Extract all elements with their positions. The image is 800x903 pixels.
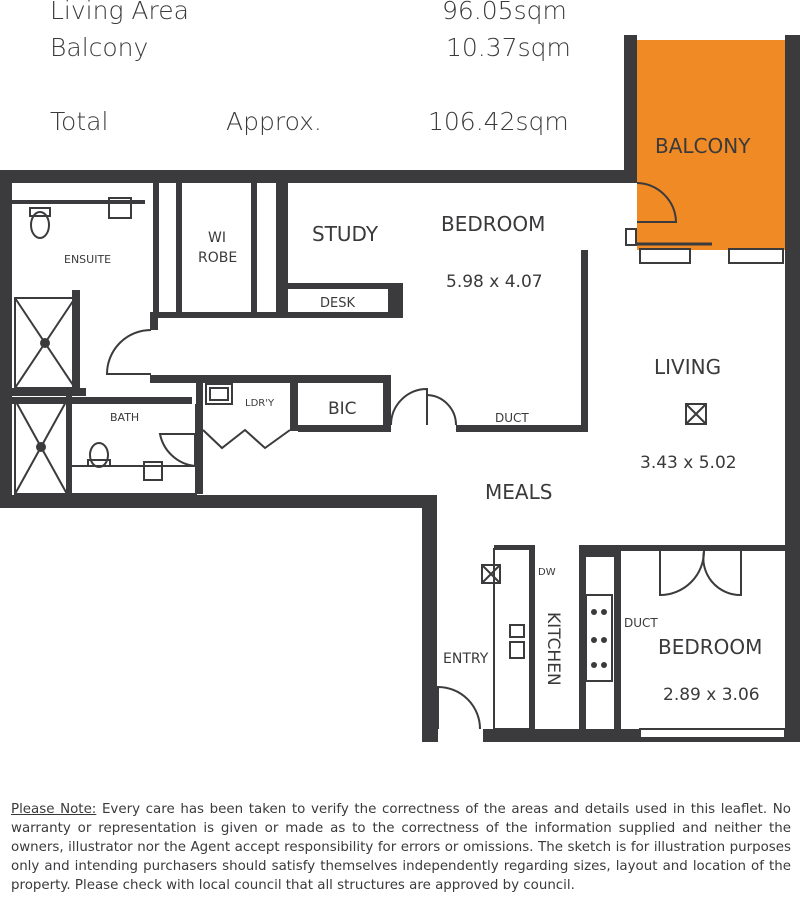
laundry-label: LDR'Y [245,398,275,409]
bedroom1-size: 5.98 x 4.07 [446,272,543,292]
disclaimer-text: Every care has been taken to verify the correctness of the areas and details used in this leaflet. No warranty or representation is given or made as to the correctness of the information supplied and neither the owners, illustrator nor the Agent accept responsibility for errors or omissions. The sketch is for illustration purposes only and intending purchasers should satisfy themselves independently regarding sizes, layout and location of the property. Please check with local council that all structures are approved by council. [11,802,791,893]
disclaimer-note [11,800,791,895]
ensuite-label: ENSUITE [64,253,112,266]
wi-robe-label-2: ROBE [198,250,238,266]
disclaimer-heading: Please Note: [11,802,97,817]
living-area-value: 96.05sqm [442,0,567,25]
bedroom1-label: BEDROOM [441,212,546,236]
bic-label: BIC [328,399,357,419]
dw-label: DW [538,567,556,578]
total-area-label: Total [50,107,109,136]
wi-robe-label-1: WI [208,230,226,246]
desk-label: DESK [320,296,356,311]
kitchen-label: KITCHEN [543,612,563,686]
balcony-area-value: 10.37sqm [446,33,571,62]
total-area-value: 106.42sqm [428,107,569,136]
meals-label: MEALS [485,480,553,504]
duct-label-1: DUCT [495,411,529,425]
bedroom2-label: BEDROOM [658,635,763,659]
bath-label: BATH [110,411,140,424]
living-size: 3.43 x 5.02 [640,453,737,473]
living-area-label: Living Area [50,0,189,25]
total-area-qualifier: Approx. [226,107,322,136]
study-label: STUDY [312,222,379,246]
living-label: LIVING [654,355,722,379]
balcony-label: BALCONY [655,134,751,158]
balcony-area-label: Balcony [50,33,149,62]
duct-label-2: DUCT [624,616,658,630]
bedroom2-size: 2.89 x 3.06 [663,685,760,705]
entry-label: ENTRY [443,651,489,667]
